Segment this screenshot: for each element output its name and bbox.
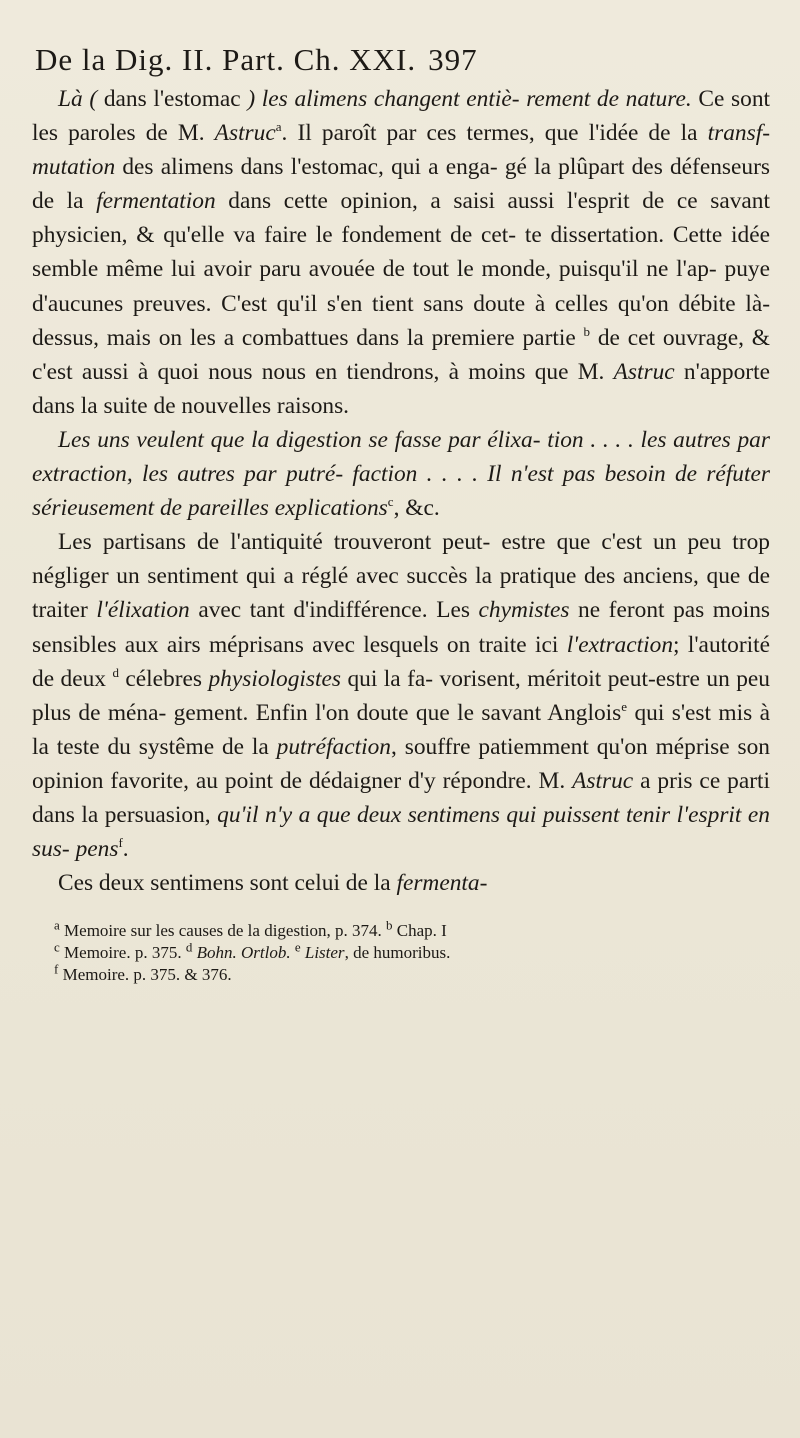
text-span: Les uns veulent que la digestion se fasse par élixa- <box>58 426 541 453</box>
footnote-mark: e <box>294 939 301 955</box>
text-span: , <box>391 733 397 760</box>
body-text <box>32 82 770 900</box>
text-span: méprisans avec lesquels on traite ici <box>208 631 567 658</box>
footnote-line-2 <box>54 939 770 964</box>
paragraph-4 <box>32 866 770 900</box>
text-span: s'est mis à la teste du systême de la <box>32 699 770 760</box>
footnotes <box>32 917 770 986</box>
footnote-mark: d <box>185 939 193 955</box>
page-number: 397 <box>428 42 478 77</box>
text-span: sans doute à celles qu'on débite là-dessus, mais <box>32 290 770 351</box>
text-span: l'autorité de deux <box>32 631 770 692</box>
footnote-line-3 <box>54 961 770 986</box>
text-span: physicien, & qu'elle va faire le fondement de cet- <box>32 222 517 249</box>
text-span: M. <box>538 767 573 794</box>
text-span: cet ouvrage, & c'est aussi à quoi nous nous en <box>32 324 770 385</box>
footnote-ref: b <box>583 323 591 339</box>
text-span: Il paroît par ces termes, que l'idée de la <box>297 120 708 147</box>
text-span: paru avouée de tout le monde, puisqu'il ne l'ap- <box>259 256 717 283</box>
text-span: Ces deux sentimens sont celui de la <box>58 870 397 897</box>
footnote-ref: a <box>275 119 282 135</box>
text-span: puye d'aucunes preuves. C'est qu'il s'en tient <box>32 256 770 317</box>
text-span: célebres <box>118 665 209 692</box>
text-span: . <box>122 836 129 863</box>
text-span: souffre patiemment qu'on méprise son opinion <box>32 733 770 794</box>
text-span: a pris ce parti dans la persuasion, <box>32 767 770 828</box>
text-span: l'élixation <box>96 597 190 624</box>
footnote-ref: e <box>621 698 628 714</box>
text-span: n'apporte dans <box>32 358 770 419</box>
text-span: pens <box>75 836 119 863</box>
text-span: Memoire. p. 375. <box>59 943 186 963</box>
text-span: qui la fa- <box>341 665 434 692</box>
text-span: fermenta- <box>396 870 488 897</box>
text-span: , &c. <box>393 495 440 522</box>
text-span: putréfaction <box>276 733 391 760</box>
text-span: mutation <box>32 154 116 181</box>
text-span: Lister <box>300 943 345 963</box>
text-span: rement de nature. <box>526 86 692 112</box>
text-span: physiologistes <box>208 665 342 692</box>
footnote-ref: c <box>387 494 394 510</box>
text-span: , de humoribus. <box>344 943 451 963</box>
text-span: qui <box>627 699 665 726</box>
text-span: l'extraction <box>566 631 674 658</box>
paragraph-2-quotation <box>32 423 770 525</box>
text-span: estre que c'est un peu trop négliger un sentiment <box>32 529 770 590</box>
footnote-mark: f <box>54 961 59 977</box>
text-span: qui a réglé avec succès la pratique des anciens, <box>245 563 699 590</box>
text-span: gement. Enfin l'on doute que le savant Anglois <box>173 699 622 726</box>
text-span: vorisent, méritoit peut-estre un peu plus de ména- <box>32 665 770 726</box>
text-span: Chap. I <box>392 921 447 941</box>
text-span: Memoire sur les causes de la digestion, p. 374. <box>59 921 387 941</box>
text-span: des alimens dans l'estomac, qui a enga- <box>115 154 498 181</box>
text-span: chymistes <box>478 597 570 624</box>
text-span: Astruc <box>613 358 675 385</box>
text-span: de <box>590 324 620 351</box>
text-span: tion . . . . les autres par extraction, les autres par putré- <box>32 426 770 488</box>
text-span: . <box>281 120 288 147</box>
text-span: la suite de nouvelles raisons. <box>80 392 350 419</box>
text-span: Les <box>436 597 479 624</box>
text-span: dans <box>215 188 272 215</box>
running-head <box>32 40 770 80</box>
text-span: ; <box>673 631 680 658</box>
text-span: tiendrons, à moins que M. <box>346 358 614 385</box>
paragraph-3 <box>32 525 770 866</box>
footnote-mark: a <box>54 917 60 933</box>
text-span: on les a combattues dans la premiere partie <box>158 324 584 351</box>
text-span: fermentation <box>96 188 216 215</box>
running-title: De la Dig. II. Part. Ch. XXI. <box>35 42 417 77</box>
text-span: gé la plûpart des défenseurs de la <box>32 154 770 215</box>
text-span: ) les alimens changent entiè- <box>240 86 520 112</box>
footnote-mark: c <box>54 939 60 955</box>
footnote-ref: d <box>112 664 119 680</box>
text-span: dans l'estomac <box>103 86 241 112</box>
text-span: qu'il n'y <box>217 801 293 828</box>
footnote-line-1 <box>54 917 770 942</box>
text-span: de pareilles explications <box>159 495 388 522</box>
text-span: Astruc <box>572 767 634 794</box>
text-span: Bohn. Ortlob. <box>192 943 295 963</box>
text-span: faction . . . . Il n'est pas besoin de réfuter sérieusement <box>32 461 770 522</box>
text-span: cette opinion, a saisi aussi l'esprit de ce savant <box>283 188 770 215</box>
text-span: que de traiter <box>32 563 771 624</box>
text-span: Memoire. p. 375. & 376. <box>58 965 232 985</box>
text-span: Là ( <box>58 86 104 112</box>
text-span: Astruc <box>214 120 276 147</box>
text-span: Ce sont les paroles de M. <box>32 86 771 147</box>
paragraph-1 <box>32 82 770 423</box>
text-span: favorite, au point de dédaigner d'y répondre. <box>110 767 532 794</box>
footnote-mark: b <box>386 917 393 933</box>
text-span: a que deux sentimens qui puissent tenir l'esprit en sus- <box>32 801 770 863</box>
footnote-ref: f <box>118 835 123 851</box>
text-span: transf- <box>707 120 770 147</box>
text-span: te dissertation. Cette idée semble même lui avoir <box>32 222 770 283</box>
text-span: ne feront pas moins sensibles aux airs <box>32 597 770 658</box>
text-span: Les partisans de l'antiquité trouveront peut- <box>58 529 491 556</box>
text-span: avec tant d'indifférence. <box>189 597 428 624</box>
